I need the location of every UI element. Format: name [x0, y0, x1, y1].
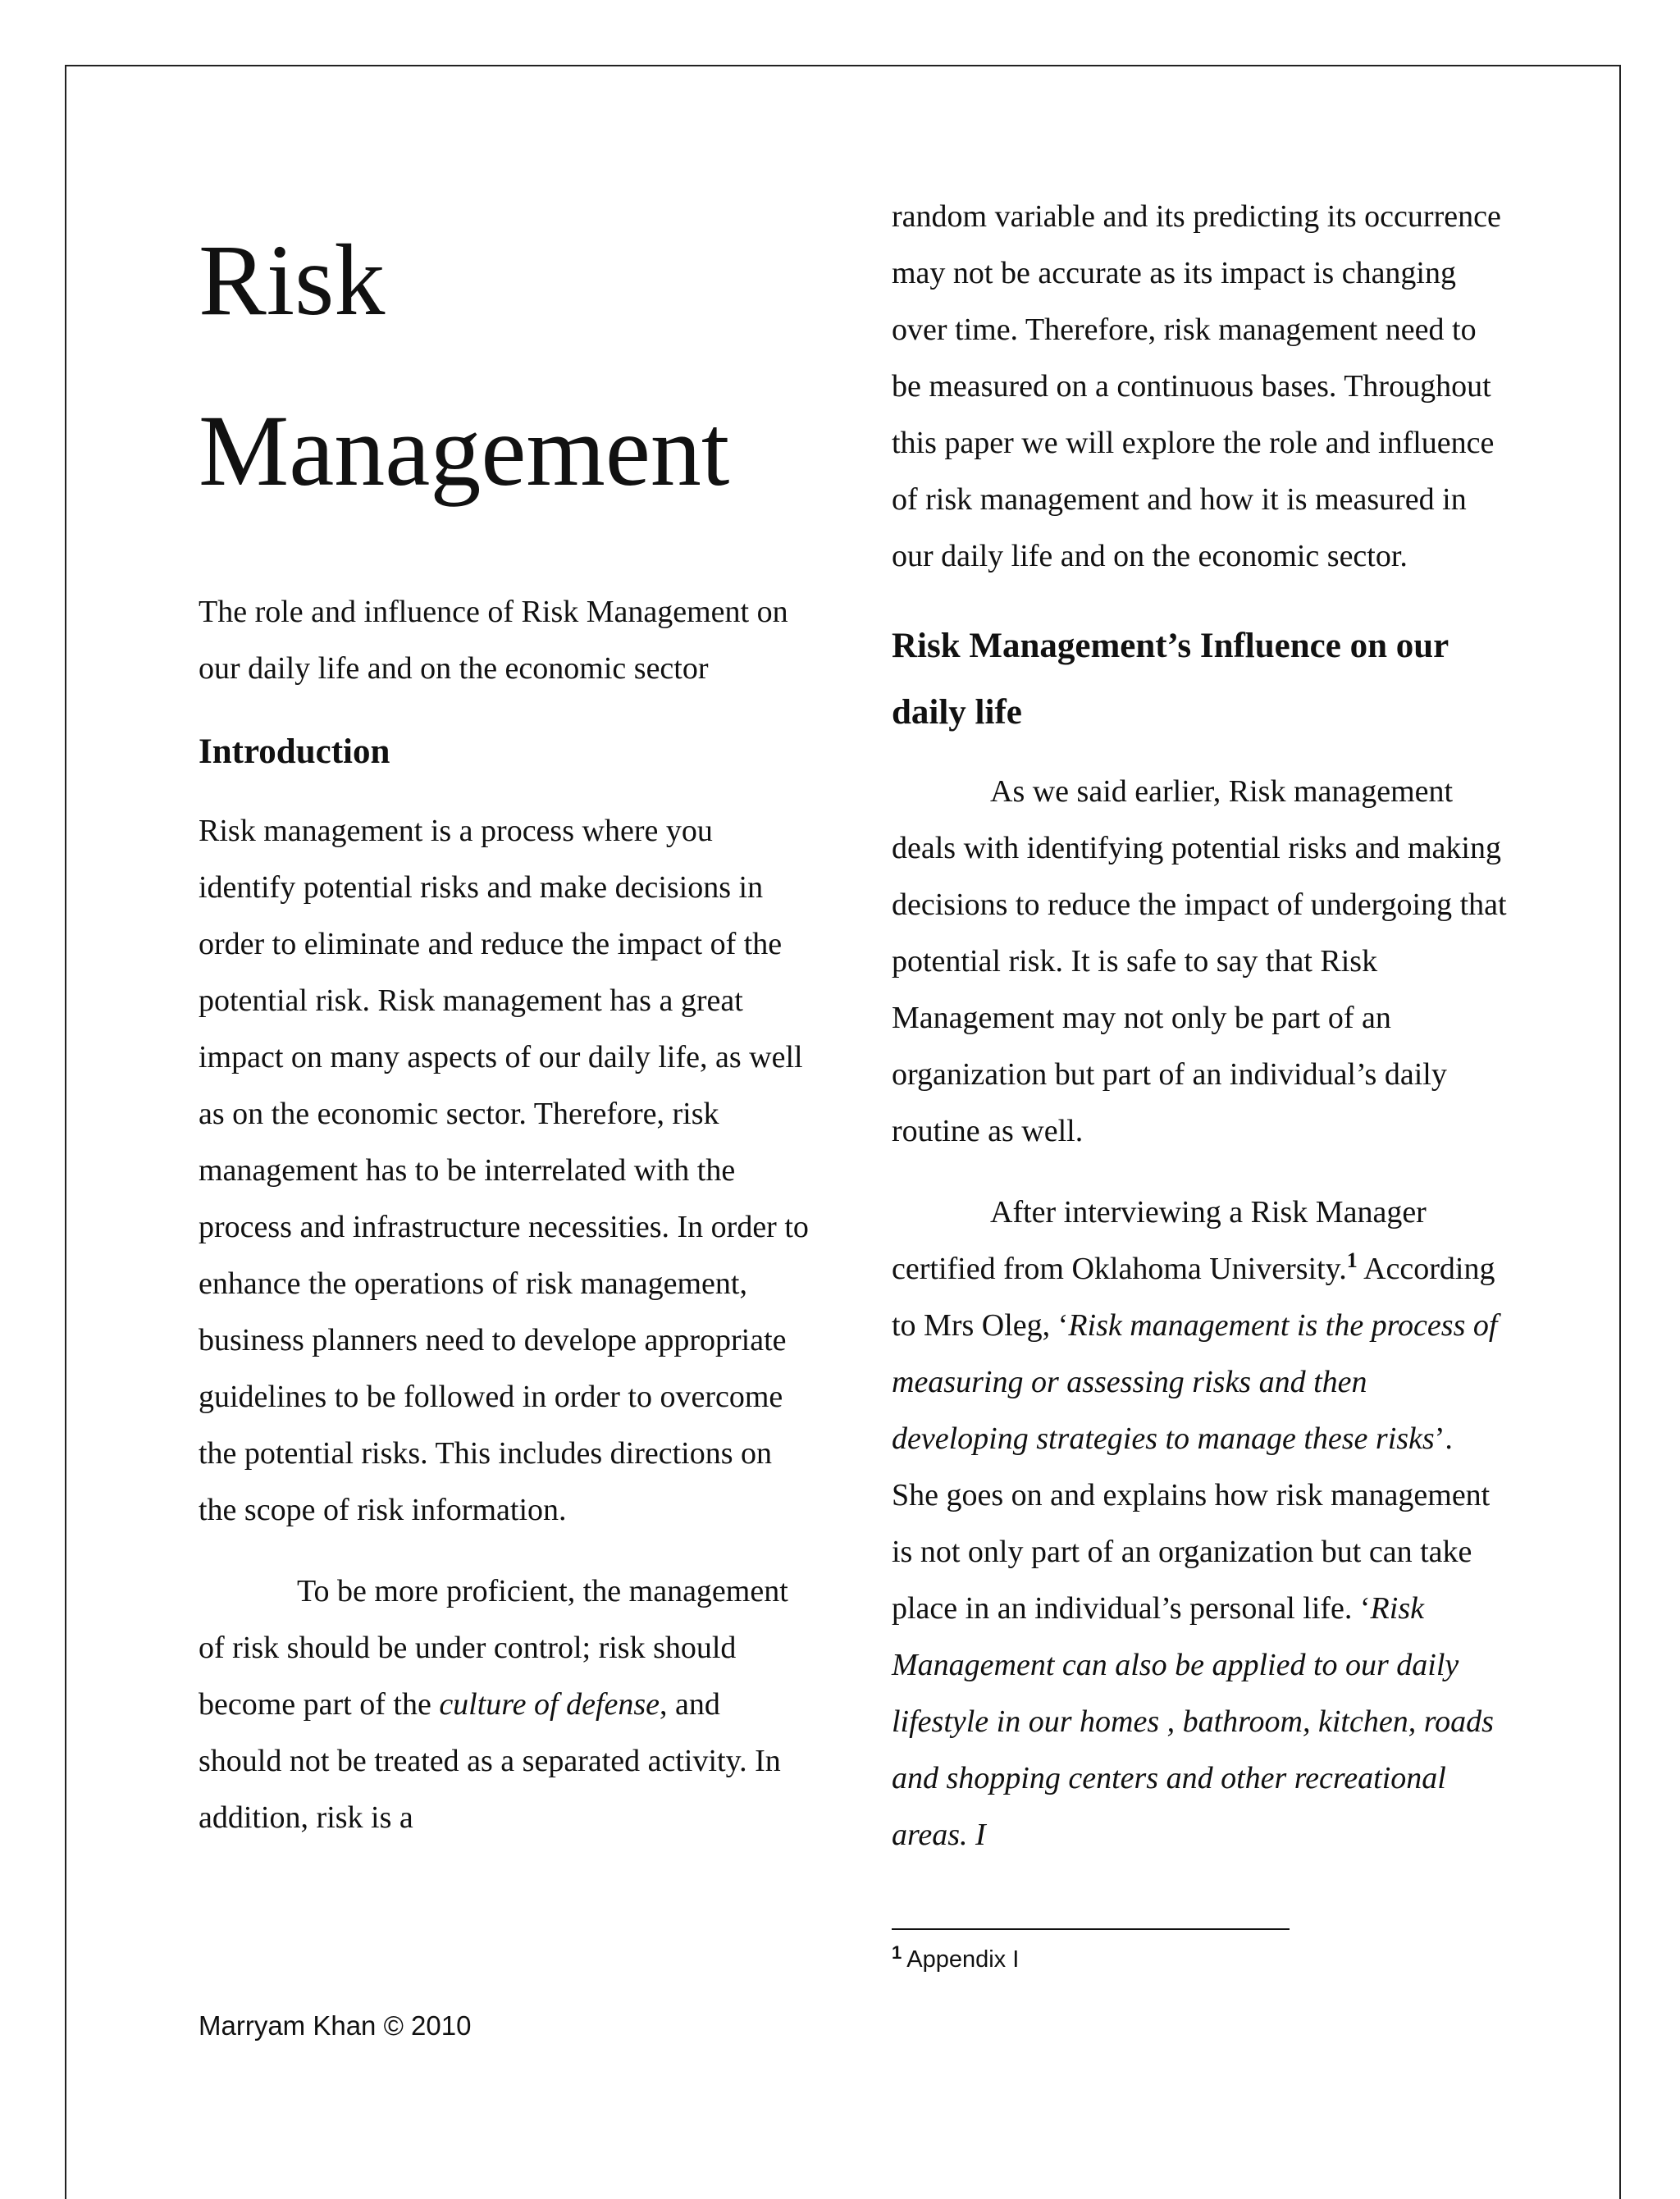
p4-quote-1: Risk management is the process of measuring or assessing risks and then developing strategies to manage these risks: [892, 1308, 1498, 1456]
intro-p2-text-b: , and should not be treated as a separated activity. In addition, risk is a: [199, 1687, 781, 1835]
intro-paragraph-1: Risk management is a process where you identify potential risks and make decisions in order to eliminate and reduce the impact of the potential risk. Risk management has a great impact on many aspects of our daily life, as well as on the economic sector. Therefore, risk management has to be interrelated with the process and infrastructure necessities. In order to enhance the operations of risk management, business planners need to develope appropriate guidelines to be followed in order to overcome the potential risks. This includes directions on the scope of risk information.: [199, 814, 809, 1527]
title-line-2: Management: [199, 395, 730, 507]
intro-p2-text-a: To be more proficient, the management of risk should be under control; risk should become part of the: [199, 1574, 788, 1722]
intro-paragraph-2: [199, 1563, 810, 1846]
document-subtitle: The role and influence of Risk Management on our daily life and on the economic sector: [199, 595, 788, 686]
p4-text-a: After interviewing a Risk Manager certified from Oklahoma University.: [892, 1195, 1427, 1286]
influence-heading: Risk Management’s Influence on our daily life: [892, 627, 1449, 732]
document-title: [199, 195, 810, 536]
right-column: [892, 189, 1507, 1864]
p4-text-c: ’. She goes on and explains how risk management is not only part of an organization but can take place in an individual’s personal life. ‘: [892, 1421, 1491, 1626]
left-column: [199, 195, 810, 1846]
footnote-mark: 1: [892, 1942, 902, 1963]
footnote-reference[interactable]: 1: [1346, 1248, 1358, 1272]
footnote: [892, 1942, 1019, 1973]
page-footer: Marryam Khan © 2010: [199, 2010, 472, 2041]
influence-paragraph-1: As we said earlier, Risk management deals with identifying potential risks and making decisions to reduce the impact of undergoing that potential risk. It is safe to say that Risk Management may not only be part of an organization but part of an individual’s daily routine as well.: [892, 774, 1507, 1148]
p4-quote-2: Risk Management can also be applied to our daily lifestyle in our homes , bathroom, kitchen, roads and shopping centers and other recreational areas. I: [892, 1591, 1494, 1852]
introduction-heading: Introduction: [199, 732, 390, 771]
influence-paragraph-2: [892, 1184, 1507, 1864]
title-line-1: Risk: [199, 224, 386, 336]
intro-p2-emphasis: culture of defense: [439, 1687, 660, 1722]
p4-text-b: According to Mrs Oleg, ‘: [892, 1252, 1495, 1343]
footnote-divider: [892, 1928, 1290, 1930]
continued-paragraph: random variable and its predicting its occurrence may not be accurate as its impact is changing over time. Therefore, risk management need to be measured on a continuous bases. Throughout this paper we will explore the role and influence of risk management and how it is measured in our daily life and on the economic sector.: [892, 199, 1501, 573]
footnote-text: Appendix I: [906, 1946, 1020, 1973]
